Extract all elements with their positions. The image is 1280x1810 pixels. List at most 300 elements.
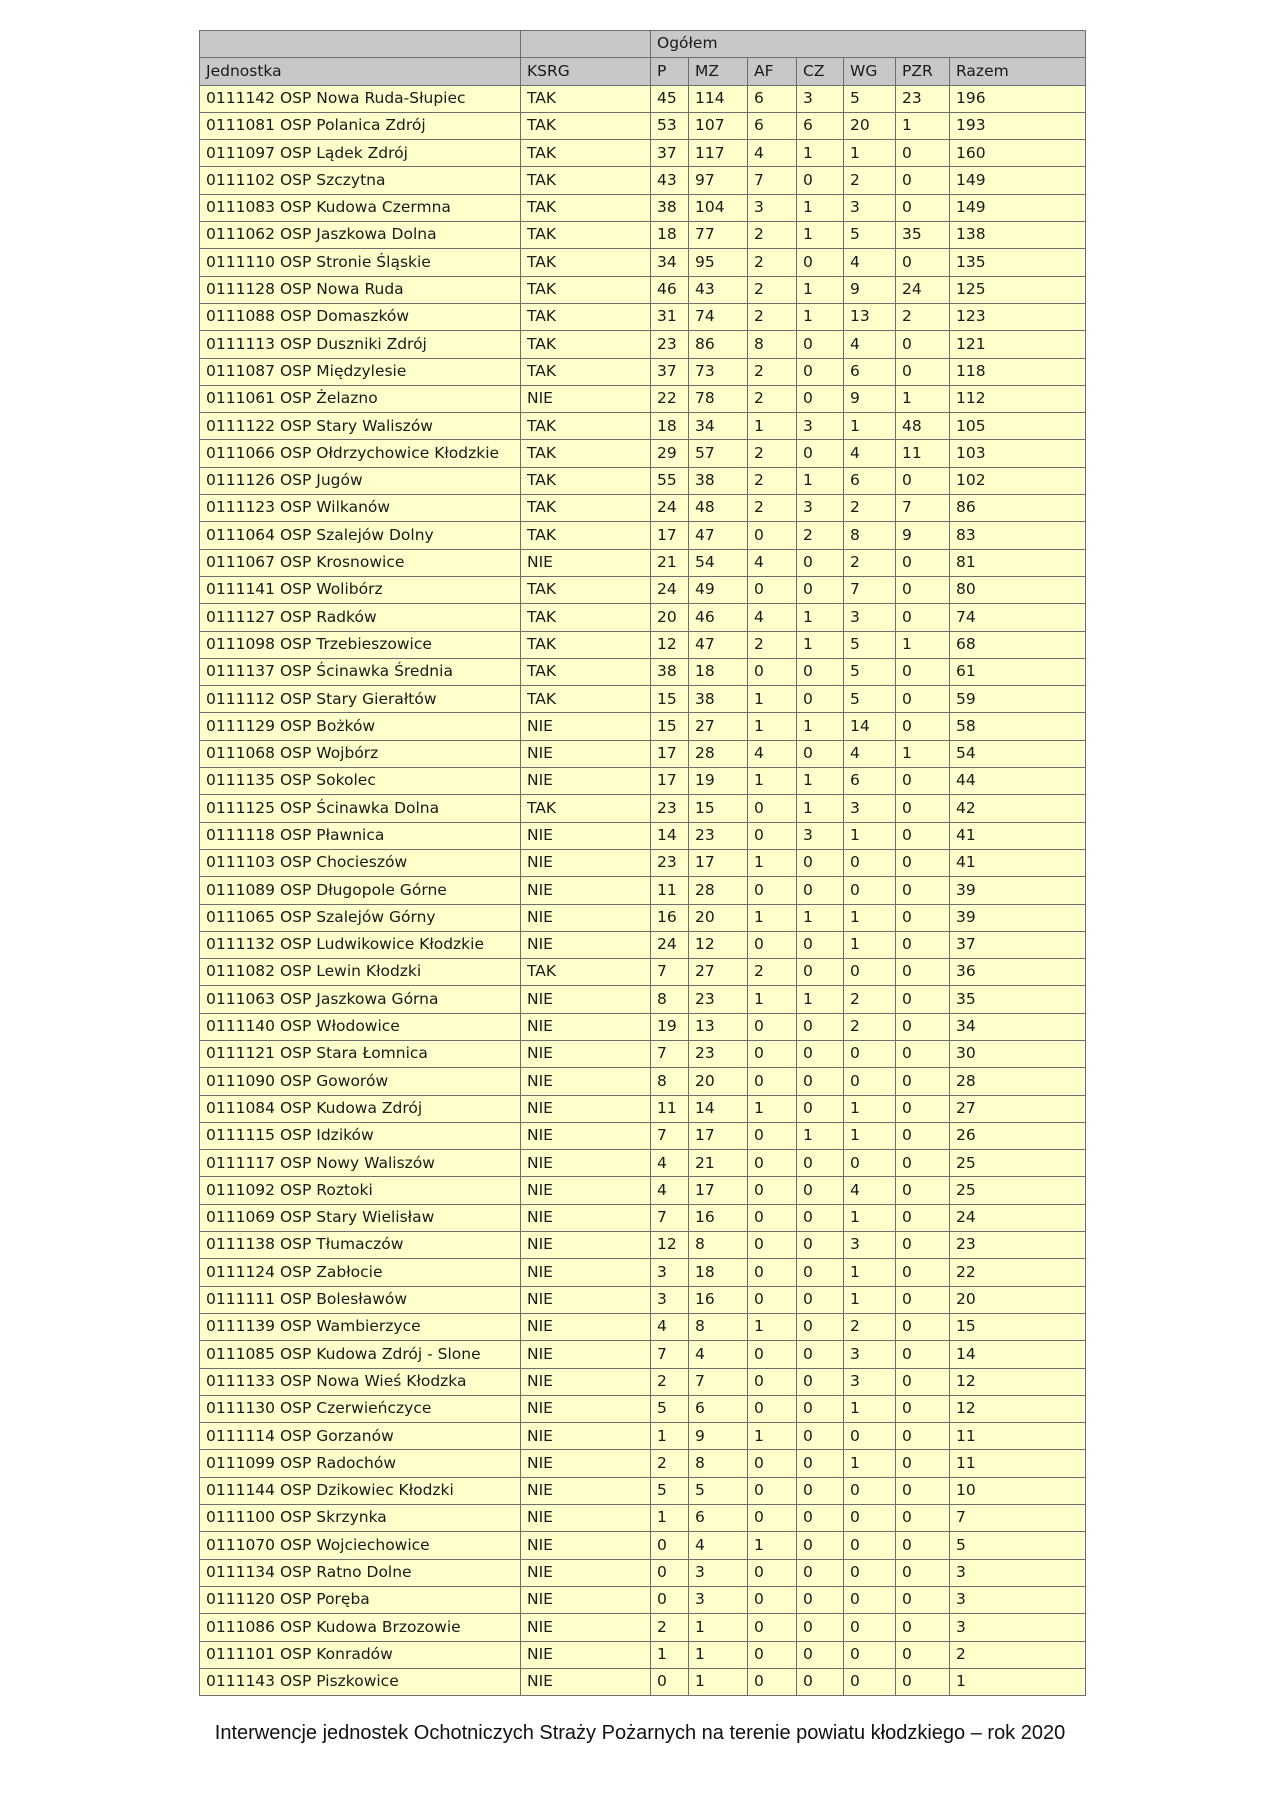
cz-cell: 1: [797, 140, 844, 167]
p-cell: 5: [651, 1477, 689, 1504]
af-cell: 0: [748, 576, 797, 603]
wg-cell: 3: [844, 1341, 896, 1368]
razem-cell: 23: [950, 1232, 1086, 1259]
mz-cell: 6: [689, 1395, 748, 1422]
table-row: [200, 1559, 1086, 1586]
p-cell: 55: [651, 467, 689, 494]
table-row: [200, 904, 1086, 931]
cz-cell: 0: [797, 1641, 844, 1668]
af-cell: 2: [748, 276, 797, 303]
ksrg-cell: NIE: [521, 1532, 651, 1559]
razem-cell: 41: [950, 849, 1086, 876]
p-cell: 4: [651, 1150, 689, 1177]
razem-cell: 36: [950, 959, 1086, 986]
cz-cell: 0: [797, 1286, 844, 1313]
wg-cell: 4: [844, 440, 896, 467]
mz-cell: 4: [689, 1532, 748, 1559]
af-cell: 2: [748, 440, 797, 467]
unit-name-cell: 0111141 OSP Wolibórz: [200, 576, 521, 603]
af-cell: 2: [748, 467, 797, 494]
p-cell: 0: [651, 1668, 689, 1695]
af-cell: 0: [748, 795, 797, 822]
mz-cell: 1: [689, 1668, 748, 1695]
ksrg-cell: NIE: [521, 1068, 651, 1095]
wg-cell: 5: [844, 222, 896, 249]
af-cell: 4: [748, 140, 797, 167]
ksrg-cell: NIE: [521, 1095, 651, 1122]
unit-name-cell: 0111135 OSP Sokolec: [200, 768, 521, 795]
af-cell: 1: [748, 1423, 797, 1450]
table-row: [200, 140, 1086, 167]
razem-cell: 81: [950, 549, 1086, 576]
razem-cell: 12: [950, 1395, 1086, 1422]
mz-cell: 97: [689, 167, 748, 194]
p-cell: 7: [651, 1204, 689, 1231]
ksrg-cell: TAK: [521, 331, 651, 358]
ksrg-cell: NIE: [521, 1286, 651, 1313]
razem-cell: 42: [950, 795, 1086, 822]
af-cell: 7: [748, 167, 797, 194]
table-row: [200, 877, 1086, 904]
ksrg-cell: TAK: [521, 686, 651, 713]
unit-name-cell: 0111088 OSP Domaszków: [200, 303, 521, 330]
p-cell: 17: [651, 740, 689, 767]
table-row: [200, 495, 1086, 522]
razem-cell: 12: [950, 1368, 1086, 1395]
ksrg-cell: TAK: [521, 222, 651, 249]
pzr-cell: 7: [896, 495, 950, 522]
table-row: [200, 1505, 1086, 1532]
mz-cell: 78: [689, 385, 748, 412]
af-cell: 2: [748, 385, 797, 412]
p-cell: 11: [651, 877, 689, 904]
wg-cell: 3: [844, 1368, 896, 1395]
unit-name-cell: 0111122 OSP Stary Waliszów: [200, 413, 521, 440]
table-row: [200, 931, 1086, 958]
interventions-table: [199, 30, 1086, 1696]
razem-cell: 83: [950, 522, 1086, 549]
cz-cell: 1: [797, 276, 844, 303]
razem-cell: 123: [950, 303, 1086, 330]
header-spacer: [200, 31, 521, 58]
wg-cell: 1: [844, 1122, 896, 1149]
ksrg-cell: NIE: [521, 1013, 651, 1040]
wg-cell: 0: [844, 1559, 896, 1586]
ksrg-cell: NIE: [521, 931, 651, 958]
unit-name-cell: 0111102 OSP Szczytna: [200, 167, 521, 194]
wg-cell: 1: [844, 1095, 896, 1122]
p-cell: 2: [651, 1450, 689, 1477]
unit-name-cell: 0111134 OSP Ratno Dolne: [200, 1559, 521, 1586]
table-row: [200, 467, 1086, 494]
column-header: KSRG: [521, 58, 651, 85]
wg-cell: 0: [844, 1505, 896, 1532]
razem-cell: 15: [950, 1313, 1086, 1340]
unit-name-cell: 0111121 OSP Stara Łomnica: [200, 1040, 521, 1067]
mz-cell: 49: [689, 576, 748, 603]
group-header-row: [200, 31, 1086, 58]
af-cell: 0: [748, 1368, 797, 1395]
wg-cell: 6: [844, 768, 896, 795]
af-cell: 0: [748, 1068, 797, 1095]
cz-cell: 0: [797, 1068, 844, 1095]
cz-cell: 0: [797, 1586, 844, 1613]
wg-cell: 2: [844, 1313, 896, 1340]
mz-cell: 34: [689, 413, 748, 440]
pzr-cell: 0: [896, 931, 950, 958]
unit-name-cell: 0111133 OSP Nowa Wieś Kłodzka: [200, 1368, 521, 1395]
wg-cell: 0: [844, 1423, 896, 1450]
table-row: [200, 358, 1086, 385]
p-cell: 17: [651, 768, 689, 795]
wg-cell: 8: [844, 522, 896, 549]
unit-name-cell: 0111130 OSP Czerwieńczyce: [200, 1395, 521, 1422]
p-cell: 46: [651, 276, 689, 303]
ksrg-cell: NIE: [521, 1668, 651, 1695]
mz-cell: 20: [689, 1068, 748, 1095]
cz-cell: 0: [797, 1668, 844, 1695]
razem-cell: 28: [950, 1068, 1086, 1095]
mz-cell: 27: [689, 959, 748, 986]
af-cell: 0: [748, 1505, 797, 1532]
wg-cell: 2: [844, 167, 896, 194]
cz-cell: 1: [797, 904, 844, 931]
cz-cell: 3: [797, 85, 844, 112]
razem-cell: 44: [950, 768, 1086, 795]
wg-cell: 20: [844, 112, 896, 139]
pzr-cell: 0: [896, 1423, 950, 1450]
unit-name-cell: 0111126 OSP Jugów: [200, 467, 521, 494]
razem-cell: 103: [950, 440, 1086, 467]
p-cell: 8: [651, 986, 689, 1013]
mz-cell: 13: [689, 1013, 748, 1040]
razem-cell: 5: [950, 1532, 1086, 1559]
p-cell: 37: [651, 140, 689, 167]
razem-cell: 149: [950, 194, 1086, 221]
af-cell: 0: [748, 822, 797, 849]
p-cell: 0: [651, 1532, 689, 1559]
p-cell: 15: [651, 686, 689, 713]
pzr-cell: 1: [896, 631, 950, 658]
mz-cell: 28: [689, 740, 748, 767]
table-row: [200, 1232, 1086, 1259]
razem-cell: 86: [950, 495, 1086, 522]
pzr-cell: 0: [896, 713, 950, 740]
cz-cell: 0: [797, 1505, 844, 1532]
razem-cell: 20: [950, 1286, 1086, 1313]
unit-name-cell: 0111084 OSP Kudowa Zdrój: [200, 1095, 521, 1122]
column-header: CZ: [797, 58, 844, 85]
af-cell: 1: [748, 1313, 797, 1340]
table-row: [200, 686, 1086, 713]
wg-cell: 1: [844, 1395, 896, 1422]
cz-cell: 0: [797, 1204, 844, 1231]
af-cell: 0: [748, 1477, 797, 1504]
unit-name-cell: 0111120 OSP Poręba: [200, 1586, 521, 1613]
wg-cell: 9: [844, 385, 896, 412]
p-cell: 7: [651, 1341, 689, 1368]
unit-name-cell: 0111086 OSP Kudowa Brzozowie: [200, 1614, 521, 1641]
af-cell: 0: [748, 1040, 797, 1067]
mz-cell: 23: [689, 1040, 748, 1067]
p-cell: 24: [651, 931, 689, 958]
wg-cell: 14: [844, 713, 896, 740]
razem-cell: 3: [950, 1614, 1086, 1641]
cz-cell: 0: [797, 1150, 844, 1177]
ksrg-cell: NIE: [521, 1423, 651, 1450]
pzr-cell: 0: [896, 1341, 950, 1368]
mz-cell: 38: [689, 686, 748, 713]
wg-cell: 0: [844, 1532, 896, 1559]
wg-cell: 7: [844, 576, 896, 603]
unit-name-cell: 0111098 OSP Trzebieszowice: [200, 631, 521, 658]
cz-cell: 0: [797, 440, 844, 467]
pzr-cell: 48: [896, 413, 950, 440]
ksrg-cell: TAK: [521, 959, 651, 986]
af-cell: 0: [748, 1177, 797, 1204]
cz-cell: 0: [797, 1532, 844, 1559]
razem-cell: 7: [950, 1505, 1086, 1532]
ksrg-cell: NIE: [521, 1040, 651, 1067]
cz-cell: 0: [797, 1013, 844, 1040]
ksrg-cell: NIE: [521, 713, 651, 740]
mz-cell: 7: [689, 1368, 748, 1395]
table-row: [200, 1586, 1086, 1613]
ksrg-cell: NIE: [521, 1641, 651, 1668]
cz-cell: 2: [797, 522, 844, 549]
ksrg-cell: NIE: [521, 904, 651, 931]
pzr-cell: 0: [896, 604, 950, 631]
af-cell: 0: [748, 1259, 797, 1286]
ksrg-cell: NIE: [521, 1177, 651, 1204]
unit-name-cell: 0111090 OSP Goworów: [200, 1068, 521, 1095]
razem-cell: 34: [950, 1013, 1086, 1040]
unit-name-cell: 0111081 OSP Polanica Zdrój: [200, 112, 521, 139]
pzr-cell: 0: [896, 904, 950, 931]
table-row: [200, 576, 1086, 603]
cz-cell: 1: [797, 194, 844, 221]
mz-cell: 47: [689, 522, 748, 549]
mz-cell: 8: [689, 1313, 748, 1340]
pzr-cell: 1: [896, 112, 950, 139]
wg-cell: 0: [844, 959, 896, 986]
ksrg-cell: NIE: [521, 822, 651, 849]
wg-cell: 1: [844, 931, 896, 958]
af-cell: 0: [748, 1450, 797, 1477]
razem-cell: 11: [950, 1423, 1086, 1450]
p-cell: 24: [651, 576, 689, 603]
mz-cell: 27: [689, 713, 748, 740]
wg-cell: 5: [844, 686, 896, 713]
cz-cell: 0: [797, 167, 844, 194]
wg-cell: 4: [844, 249, 896, 276]
af-cell: 0: [748, 1341, 797, 1368]
af-cell: 1: [748, 1095, 797, 1122]
unit-name-cell: 0111125 OSP Ścinawka Dolna: [200, 795, 521, 822]
pzr-cell: 0: [896, 795, 950, 822]
pzr-cell: 23: [896, 85, 950, 112]
mz-cell: 12: [689, 931, 748, 958]
table-row: [200, 194, 1086, 221]
table-row: [200, 249, 1086, 276]
cz-cell: 1: [797, 467, 844, 494]
ksrg-cell: TAK: [521, 658, 651, 685]
p-cell: 16: [651, 904, 689, 931]
af-cell: 0: [748, 1586, 797, 1613]
cz-cell: 1: [797, 222, 844, 249]
pzr-cell: 0: [896, 1095, 950, 1122]
unit-name-cell: 0111066 OSP Ołdrzychowice Kłodzkie: [200, 440, 521, 467]
table-row: [200, 1641, 1086, 1668]
mz-cell: 46: [689, 604, 748, 631]
pzr-cell: 0: [896, 658, 950, 685]
unit-name-cell: 0111123 OSP Wilkanów: [200, 495, 521, 522]
mz-cell: 117: [689, 140, 748, 167]
unit-name-cell: 0111124 OSP Zabłocie: [200, 1259, 521, 1286]
wg-cell: 3: [844, 795, 896, 822]
ksrg-cell: TAK: [521, 576, 651, 603]
unit-name-cell: 0111082 OSP Lewin Kłodzki: [200, 959, 521, 986]
p-cell: 8: [651, 1068, 689, 1095]
table-row: [200, 222, 1086, 249]
mz-cell: 9: [689, 1423, 748, 1450]
wg-cell: 3: [844, 604, 896, 631]
af-cell: 6: [748, 112, 797, 139]
unit-name-cell: 0111089 OSP Długopole Górne: [200, 877, 521, 904]
razem-cell: 118: [950, 358, 1086, 385]
ksrg-cell: TAK: [521, 194, 651, 221]
p-cell: 43: [651, 167, 689, 194]
af-cell: 1: [748, 986, 797, 1013]
unit-name-cell: 0111128 OSP Nowa Ruda: [200, 276, 521, 303]
razem-cell: 193: [950, 112, 1086, 139]
unit-name-cell: 0111068 OSP Wojbórz: [200, 740, 521, 767]
ksrg-cell: NIE: [521, 1204, 651, 1231]
p-cell: 11: [651, 1095, 689, 1122]
unit-name-cell: 0111140 OSP Włodowice: [200, 1013, 521, 1040]
razem-cell: 61: [950, 658, 1086, 685]
unit-name-cell: 0111097 OSP Lądek Zdrój: [200, 140, 521, 167]
pzr-cell: 0: [896, 822, 950, 849]
pzr-cell: 24: [896, 276, 950, 303]
af-cell: 1: [748, 413, 797, 440]
table-body: [200, 85, 1086, 1696]
p-cell: 37: [651, 358, 689, 385]
af-cell: 0: [748, 1641, 797, 1668]
unit-name-cell: 0111137 OSP Ścinawka Średnia: [200, 658, 521, 685]
wg-cell: 2: [844, 1013, 896, 1040]
af-cell: 1: [748, 1532, 797, 1559]
ksrg-cell: NIE: [521, 1122, 651, 1149]
af-cell: 0: [748, 877, 797, 904]
ksrg-cell: NIE: [521, 1450, 651, 1477]
table-row: [200, 822, 1086, 849]
ksrg-cell: TAK: [521, 140, 651, 167]
ksrg-cell: TAK: [521, 85, 651, 112]
unit-name-cell: 0111063 OSP Jaszkowa Górna: [200, 986, 521, 1013]
razem-cell: 27: [950, 1095, 1086, 1122]
unit-name-cell: 0111100 OSP Skrzynka: [200, 1505, 521, 1532]
table-row: [200, 1368, 1086, 1395]
p-cell: 17: [651, 522, 689, 549]
wg-cell: 0: [844, 877, 896, 904]
unit-name-cell: 0111132 OSP Ludwikowice Kłodzkie: [200, 931, 521, 958]
cz-cell: 0: [797, 358, 844, 385]
table-row: [200, 331, 1086, 358]
table-row: [200, 1668, 1086, 1695]
pzr-cell: 0: [896, 877, 950, 904]
unit-name-cell: 0111113 OSP Duszniki Zdrój: [200, 331, 521, 358]
razem-cell: 135: [950, 249, 1086, 276]
unit-name-cell: 0111114 OSP Gorzanów: [200, 1423, 521, 1450]
unit-name-cell: 0111067 OSP Krosnowice: [200, 549, 521, 576]
wg-cell: 3: [844, 194, 896, 221]
ksrg-cell: NIE: [521, 1150, 651, 1177]
table-row: [200, 112, 1086, 139]
razem-cell: 74: [950, 604, 1086, 631]
table-row: [200, 1532, 1086, 1559]
column-header: MZ: [689, 58, 748, 85]
af-cell: 2: [748, 495, 797, 522]
cz-cell: 0: [797, 1450, 844, 1477]
ksrg-cell: NIE: [521, 1395, 651, 1422]
razem-cell: 68: [950, 631, 1086, 658]
table-row: [200, 1450, 1086, 1477]
table-row: [200, 1013, 1086, 1040]
pzr-cell: 0: [896, 959, 950, 986]
mz-cell: 5: [689, 1477, 748, 1504]
razem-cell: 41: [950, 822, 1086, 849]
pzr-cell: 0: [896, 1313, 950, 1340]
wg-cell: 1: [844, 413, 896, 440]
pzr-cell: 0: [896, 1586, 950, 1613]
pzr-cell: 0: [896, 194, 950, 221]
ksrg-cell: TAK: [521, 631, 651, 658]
razem-cell: 25: [950, 1150, 1086, 1177]
unit-name-cell: 0111065 OSP Szalejów Górny: [200, 904, 521, 931]
wg-cell: 4: [844, 331, 896, 358]
cz-cell: 0: [797, 1614, 844, 1641]
column-header: Razem: [950, 58, 1086, 85]
pzr-cell: 0: [896, 1532, 950, 1559]
unit-name-cell: 0111103 OSP Chocieszów: [200, 849, 521, 876]
mz-cell: 107: [689, 112, 748, 139]
pzr-cell: 0: [896, 1505, 950, 1532]
af-cell: 2: [748, 959, 797, 986]
table-row: [200, 986, 1086, 1013]
ksrg-cell: NIE: [521, 1559, 651, 1586]
unit-name-cell: 0111087 OSP Międzylesie: [200, 358, 521, 385]
pzr-cell: 11: [896, 440, 950, 467]
wg-cell: 5: [844, 658, 896, 685]
wg-cell: 0: [844, 1150, 896, 1177]
mz-cell: 6: [689, 1505, 748, 1532]
p-cell: 18: [651, 222, 689, 249]
p-cell: 2: [651, 1614, 689, 1641]
wg-cell: 5: [844, 631, 896, 658]
wg-cell: 4: [844, 740, 896, 767]
pzr-cell: 0: [896, 1286, 950, 1313]
cz-cell: 0: [797, 331, 844, 358]
ksrg-cell: TAK: [521, 604, 651, 631]
ksrg-cell: NIE: [521, 1232, 651, 1259]
cz-cell: 1: [797, 795, 844, 822]
table-row: [200, 1477, 1086, 1504]
ksrg-cell: TAK: [521, 522, 651, 549]
p-cell: 38: [651, 658, 689, 685]
af-cell: 0: [748, 1395, 797, 1422]
p-cell: 15: [651, 713, 689, 740]
